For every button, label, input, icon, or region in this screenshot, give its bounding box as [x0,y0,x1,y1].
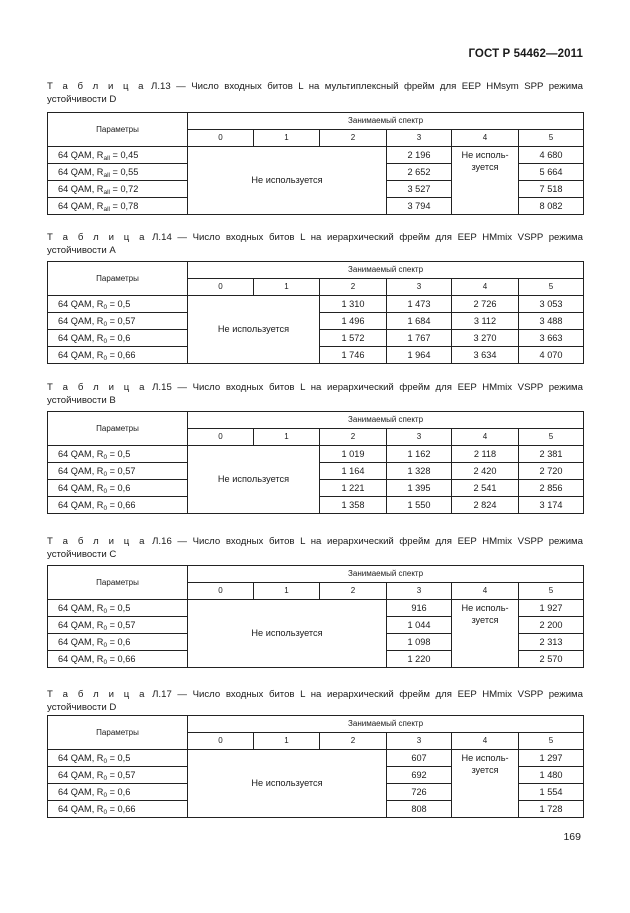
col-header: 2 [320,583,387,600]
page-number: 169 [563,831,581,843]
col-header: 5 [519,429,584,446]
spectrum-header: Занимаемый спектр [188,566,584,583]
value-cell: 692 [387,767,452,784]
col-header: 4 [452,583,519,600]
param-cell: 64 QAM, $R_0 = 0,6$ [48,480,188,497]
value-cell: 4 070 [519,347,584,364]
spectrum-header: Занимаемый спектр [188,113,584,130]
value-cell: 2 856 [519,480,584,497]
col-header: 3 [387,429,452,446]
param-cell: 64 QAM, $R_0 = 0,57$ [48,767,188,784]
value-cell: 916 [387,600,452,617]
param-cell: 64 QAM, $R_{all} = 0,72$ [48,181,188,198]
value-cell: 5 664 [519,164,584,181]
not-used-short-cell: Не исполь- зуется [452,147,519,215]
value-cell: 1 550 [387,497,452,514]
param-cell: 64 QAM, $R_0 = 0,6$ [48,784,188,801]
value-cell: 1 164 [320,463,387,480]
caption-text: Л.17 — Число входных битов L на иерархический фрейм для EEP HMmix VSPP режима устойчивости D [47,689,583,713]
col-header: 4 [452,429,519,446]
value-cell: 3 663 [519,330,584,347]
param-cell: 64 QAM, $R_0 = 0,6$ [48,330,188,347]
params-header: Параметры [48,566,188,600]
params-header: Параметры [48,262,188,296]
value-cell: 1 221 [320,480,387,497]
not-used-cell: Не используется [188,750,387,818]
param-cell: 64 QAM, $R_0 = 0,6$ [48,634,188,651]
caption-text: Л.13 — Число входных битов L на мультиплексный фрейм для EEP HMsym SPP режима устойчивости D [47,81,583,105]
value-cell: 2 118 [452,446,519,463]
value-cell: 2 541 [452,480,519,497]
table-row [48,600,584,617]
param-cell: 64 QAM, $R_0 = 0,66$ [48,497,188,514]
not-used-short-cell: Не исполь- зуется [452,750,519,818]
param-cell: 64 QAM, $R_0 = 0,57$ [48,617,188,634]
param-cell: 64 QAM, $R_0 = 0,57$ [48,463,188,480]
col-header: 4 [452,130,519,147]
not-used-cell: Не используется [188,147,387,215]
value-cell: 726 [387,784,452,801]
params-header: Параметры [48,113,188,147]
table-l17 [47,715,583,818]
value-cell: 1 496 [320,313,387,330]
col-header: 4 [452,733,519,750]
value-cell: 2 824 [452,497,519,514]
param-cell: 64 QAM, $R_0 = 0,66$ [48,801,188,818]
value-cell: 3 488 [519,313,584,330]
value-cell: 2 720 [519,463,584,480]
value-cell: 3 634 [452,347,519,364]
value-cell: 1 310 [320,296,387,313]
value-cell: 2 381 [519,446,584,463]
document-id: ГОСТ Р 54462—2011 [468,48,583,60]
value-cell: 3 112 [452,313,519,330]
value-cell: 1 019 [320,446,387,463]
not-used-cell: Не используется [188,296,320,364]
table-label: Т а б л и ц а [47,689,147,700]
value-cell: 808 [387,801,452,818]
table-label: Т а б л и ц а [47,536,147,547]
col-header: 1 [254,130,320,147]
value-cell: 1 098 [387,634,452,651]
value-cell: 1 927 [519,600,584,617]
table-caption [47,231,583,257]
param-cell: 64 QAM, $R_0 = 0,5$ [48,600,188,617]
value-cell: 1 220 [387,651,452,668]
col-header: 3 [387,733,452,750]
param-cell: 64 QAM, $R_{all} = 0,45$ [48,147,188,164]
spectrum-header: Занимаемый спектр [188,412,584,429]
value-cell: 2 420 [452,463,519,480]
param-cell: 64 QAM, $R_0 = 0,5$ [48,750,188,767]
params-header: Параметры [48,716,188,750]
value-cell: 1 684 [387,313,452,330]
param-cell: 64 QAM, $R_0 = 0,5$ [48,446,188,463]
col-header: 0 [188,583,254,600]
params-header: Параметры [48,412,188,446]
col-header: 2 [320,429,387,446]
table-label: Т а б л и ц а [47,81,146,92]
table-l16 [47,565,583,668]
table-caption [47,688,583,714]
value-cell: 3 527 [387,181,452,198]
col-header: 0 [188,429,254,446]
caption-text: Л.15 — Число входных битов L на иерархический фрейм для EEP HMmix VSPP режима устойчивости B [47,382,583,406]
value-cell: 1 746 [320,347,387,364]
value-cell: 1 395 [387,480,452,497]
value-cell: 8 082 [519,198,584,215]
col-header: 3 [387,130,452,147]
col-header: 2 [320,279,387,296]
value-cell: 2 652 [387,164,452,181]
value-cell: 1 297 [519,750,584,767]
value-cell: 1 572 [320,330,387,347]
not-used-cell: Не используется [188,600,387,668]
table-caption [47,80,583,106]
value-cell: 1 728 [519,801,584,818]
value-cell: 4 680 [519,147,584,164]
col-header: 1 [254,733,320,750]
col-header: 5 [519,130,584,147]
value-cell: 3 174 [519,497,584,514]
table-caption [47,381,583,407]
col-header: 5 [519,279,584,296]
col-header: 4 [452,279,519,296]
value-cell: 2 200 [519,617,584,634]
value-cell: 1 480 [519,767,584,784]
value-cell: 1 554 [519,784,584,801]
col-header: 0 [188,279,254,296]
col-header: 0 [188,130,254,147]
not-used-short-cell: Не исполь- зуется [452,600,519,668]
table-row [48,446,584,463]
param-cell: 64 QAM, $R_{all} = 0,55$ [48,164,188,181]
not-used-cell: Не используется [188,446,320,514]
param-cell: 64 QAM, $R_0 = 0,66$ [48,651,188,668]
table-label: Т а б л и ц а [47,232,147,243]
value-cell: 7 518 [519,181,584,198]
param-cell: 64 QAM, $R_0 = 0,66$ [48,347,188,364]
value-cell: 2 726 [452,296,519,313]
value-cell: 2 313 [519,634,584,651]
param-cell: 64 QAM, $R_0 = 0,57$ [48,313,188,330]
value-cell: 1 162 [387,446,452,463]
param-cell: 64 QAM, $R_0 = 0,5$ [48,296,188,313]
col-header: 3 [387,583,452,600]
table-l15 [47,411,583,514]
param-cell: 64 QAM, $R_{all} = 0,78$ [48,198,188,215]
value-cell: 3 053 [519,296,584,313]
col-header: 1 [254,279,320,296]
caption-text: Л.14 — Число входных битов L на иерархический фрейм для EEP HMmix VSPP режима устойчивости A [47,232,583,256]
value-cell: 1 328 [387,463,452,480]
table-caption [47,535,583,561]
value-cell: 3 270 [452,330,519,347]
value-cell: 2 570 [519,651,584,668]
table-row [48,147,584,164]
value-cell: 1 358 [320,497,387,514]
table-row [48,296,584,313]
value-cell: 1 964 [387,347,452,364]
col-header: 5 [519,583,584,600]
col-header: 2 [320,733,387,750]
value-cell: 1 044 [387,617,452,634]
col-header: 1 [254,583,320,600]
spectrum-header: Занимаемый спектр [188,262,584,279]
table-l13 [47,112,583,215]
table-l14 [47,261,583,364]
caption-text: Л.16 — Число входных битов L на иерархический фрейм для EEP HMmix VSPP режима устойчивости C [47,536,583,560]
value-cell: 3 794 [387,198,452,215]
col-header: 5 [519,733,584,750]
col-header: 2 [320,130,387,147]
table-row [48,750,584,767]
table-label: Т а б л и ц а [47,382,147,393]
col-header: 0 [188,733,254,750]
spectrum-header: Занимаемый спектр [188,716,584,733]
value-cell: 1 473 [387,296,452,313]
value-cell: 2 196 [387,147,452,164]
value-cell: 607 [387,750,452,767]
col-header: 1 [254,429,320,446]
col-header: 3 [387,279,452,296]
value-cell: 1 767 [387,330,452,347]
